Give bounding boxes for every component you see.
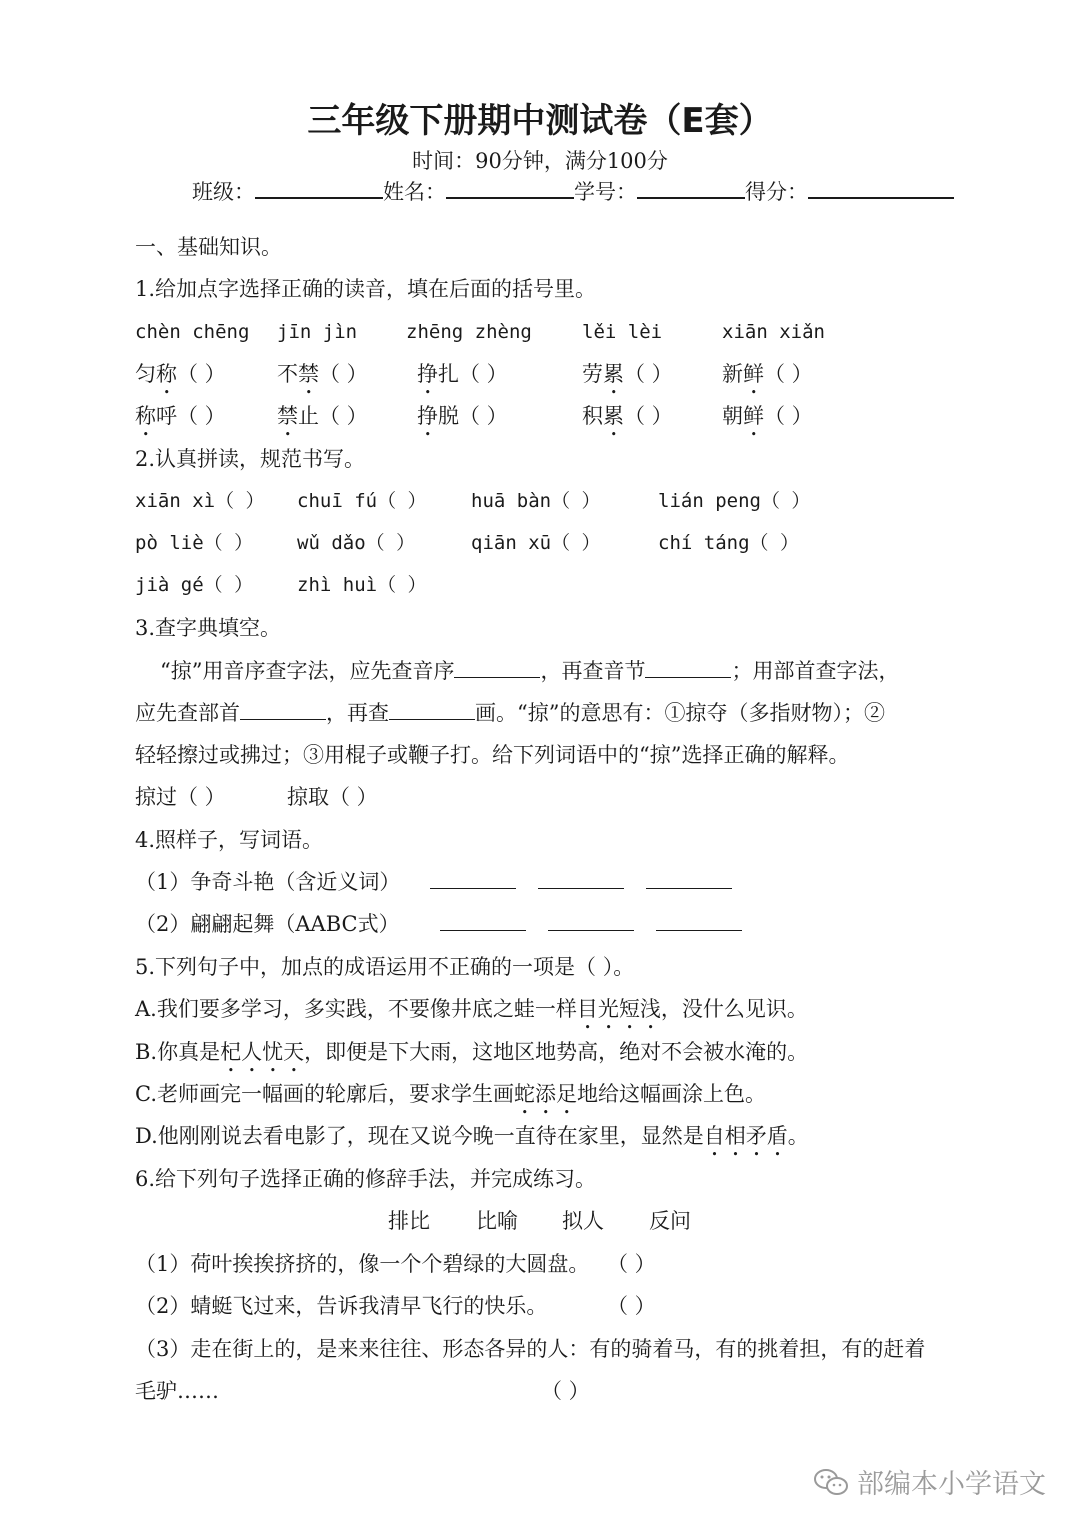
answer-paren[interactable]: （ ） [377, 490, 427, 512]
answer-paren[interactable]: （ ） [177, 404, 226, 428]
fill-blank[interactable] [656, 912, 742, 931]
id-label: 学号： [574, 180, 637, 204]
q3-paragraph-line-2: 应先查部首 ，再查 画。“掠”的意思有：①掠夺（多指财物）；② [135, 701, 885, 725]
answer-paren[interactable]: （ ） [377, 574, 427, 596]
answer-paren[interactable]: （ ） [215, 490, 265, 512]
q5-option-a[interactable]: A.我们要多学习，多实践，不要像井底之蛙一样目光短浅，没什么见识。 [135, 997, 808, 1021]
answer-paren[interactable]: （ ） [541, 1379, 590, 1403]
q2-item: lián peng（ ） [658, 490, 811, 512]
section-heading: 一、基础知识。 [135, 235, 282, 259]
answer-paren[interactable]: （ ） [203, 532, 254, 554]
watermark-text: 部编本小学语文 [857, 1469, 1046, 1500]
answer-paren[interactable]: （ ） [319, 362, 368, 386]
exam-subtitle: 时间：90分钟，满分100分 [412, 149, 668, 173]
q6-option-rhetorical-question: 反问 [649, 1209, 691, 1233]
class-field[interactable] [255, 177, 383, 199]
answer-paren[interactable]: （ ） [459, 362, 508, 386]
q6-heading: 6.给下列句子选择正确的修辞手法，并完成练习。 [135, 1167, 597, 1191]
fill-blank[interactable] [389, 701, 475, 720]
q1-pinyin-1: chèn chēng [135, 321, 250, 343]
q1-pinyin-3: zhēng zhèng [406, 321, 532, 343]
answer-paren[interactable]: （ ） [551, 490, 601, 512]
q3-paragraph-line-3: 轻轻擦过或拂过；③用棍子或鞭子打。给下列词语中的“掠”选择正确的解释。 [135, 743, 850, 767]
answer-paren[interactable]: （ ） [764, 404, 813, 428]
watermark [813, 1462, 1046, 1501]
name-field[interactable] [446, 177, 574, 199]
q1-word: 匀称（ ） [135, 362, 226, 386]
q1-word: 禁止（ ） [277, 404, 368, 428]
q1-word: 不禁（ ） [277, 362, 368, 386]
score-field[interactable] [808, 177, 954, 199]
answer-paren[interactable]: （ ） [203, 574, 254, 596]
q6-option-parallelism: 排比 [388, 1209, 430, 1233]
q6-sentence-2: （2）蜻蜓飞过来，告诉我清早飞行的快乐。 [135, 1294, 548, 1318]
answer-paren[interactable]: （ ） [319, 404, 368, 428]
fill-blank[interactable] [240, 701, 326, 720]
answer-paren[interactable]: （ ） [764, 362, 813, 386]
fill-blank[interactable] [440, 912, 526, 931]
student-id-field[interactable] [637, 177, 745, 199]
student-info-row [192, 177, 954, 206]
q1-word: 劳累（ ） [582, 362, 673, 386]
q5-heading: 5.下列句子中，加点的成语运用不正确的一项是（ ）。 [135, 955, 635, 979]
answer-paren[interactable]: （ ） [749, 532, 799, 554]
wechat-icon [813, 1467, 849, 1497]
fill-blank[interactable] [645, 659, 731, 678]
page-title: 三年级下册期中测试卷（E套） [307, 101, 773, 141]
q4-line-1: （1）争奇斗艳（含近义词） [135, 868, 732, 896]
class-label: 班级： [192, 180, 255, 204]
q2-item: xiān xì（ ） [135, 490, 265, 512]
q1-word: 挣脱（ ） [417, 404, 508, 428]
q5-option-b[interactable]: B.你真是杞人忧天，即便是下大雨，这地区地势高，绝对不会被水淹的。 [135, 1040, 809, 1064]
q6-sentence-3-cont: 毛驴…… [135, 1379, 219, 1403]
q2-item: chuī fú（ ） [297, 490, 427, 512]
answer-paren[interactable]: （ ） [177, 362, 226, 386]
answer-paren[interactable]: （ ） [365, 532, 416, 554]
answer-paren[interactable]: （ ） [624, 404, 673, 428]
q6-option-personification: 拟人 [562, 1209, 604, 1233]
fill-blank[interactable] [548, 912, 634, 931]
q2-item: jià gé（ ） [135, 574, 254, 596]
answer-paren[interactable]: （ ） [607, 1294, 656, 1318]
q2-item: pò liè（ ） [135, 532, 254, 554]
q1-pinyin-5: xiān xiǎn [722, 321, 825, 343]
answer-paren[interactable]: （ ） [624, 362, 673, 386]
answer-paren[interactable]: （ ） [607, 1252, 656, 1276]
answer-paren[interactable]: （ ） [459, 404, 508, 428]
fill-blank[interactable] [538, 870, 624, 889]
q2-item: qiān xū（ ） [471, 532, 601, 554]
q2-item: zhì huì（ ） [297, 574, 427, 596]
q6-option-simile: 比喻 [476, 1209, 518, 1233]
score-label: 得分： [745, 180, 808, 204]
q4-line-2: （2）翩翩起舞（AABC式） [135, 910, 742, 938]
q3-word-2[interactable]: 掠取（ ） [287, 785, 378, 809]
fill-blank[interactable] [430, 870, 516, 889]
q5-option-d[interactable]: D.他刚刚说去看电影了，现在又说今晚一直待在家里，显然是自相矛盾。 [135, 1124, 809, 1148]
answer-paren[interactable]: （ ） [551, 532, 601, 554]
q1-pinyin-4: lěi lèi [582, 321, 663, 343]
q1-word: 新鲜（ ） [722, 362, 813, 386]
name-label: 姓名： [383, 180, 446, 204]
q3-paragraph-line-1: “掠”用音序查字法，应先查音序 ，再查音节 ；用部首查字法， [160, 659, 900, 683]
q1-word: 朝鲜（ ） [722, 404, 813, 428]
fill-blank[interactable] [646, 870, 732, 889]
q1-word: 挣扎（ ） [417, 362, 508, 386]
q2-item: huā bàn（ ） [471, 490, 601, 512]
q6-sentence-3: （3）走在街上的，是来来往往、形态各异的人：有的骑着马，有的挑着担，有的赶着 [135, 1337, 926, 1361]
q2-heading: 2.认真拼读，规范书写。 [135, 447, 366, 471]
q3-heading: 3.查字典填空。 [135, 616, 282, 640]
q2-item: wǔ dǎo（ ） [297, 532, 416, 554]
q1-word: 积累（ ） [582, 404, 673, 428]
q1-word: 称呼（ ） [135, 404, 226, 428]
q2-item: chí táng（ ） [658, 532, 799, 554]
q4-heading: 4.照样子，写词语。 [135, 828, 324, 852]
answer-paren[interactable]: （ ） [760, 490, 811, 512]
q6-sentence-1: （1）荷叶挨挨挤挤的，像一个个碧绿的大圆盘。 [135, 1252, 590, 1276]
q1-pinyin-2: jīn jìn [277, 321, 358, 343]
q1-heading: 1.给加点字选择正确的读音，填在后面的括号里。 [135, 277, 597, 301]
q5-option-c[interactable]: C.老师画完一幅画的轮廓后，要求学生画蛇添足地给这幅画涂上色。 [135, 1082, 766, 1106]
fill-blank[interactable] [454, 659, 540, 678]
q3-word-1[interactable]: 掠过（ ） [135, 785, 226, 809]
